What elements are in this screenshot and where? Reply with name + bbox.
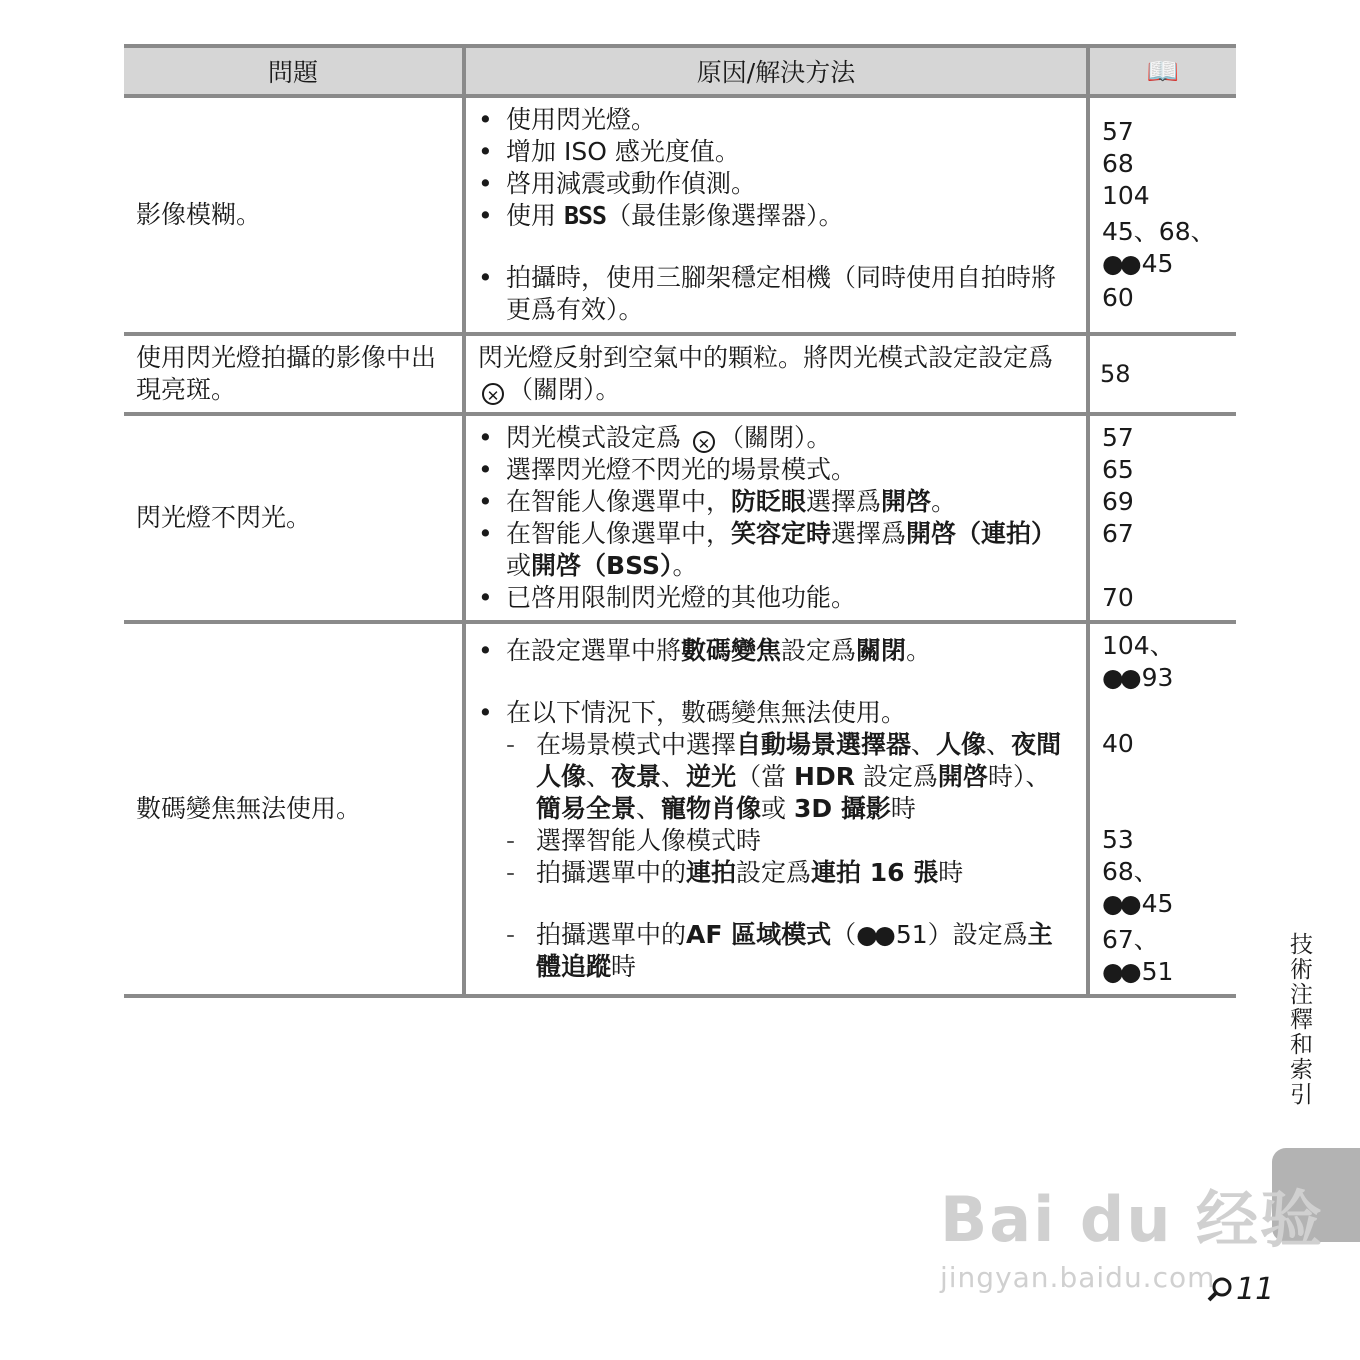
binocular-icon: ●● bbox=[1102, 889, 1138, 918]
list-item: • 在智能人像選單中，笑容定時選擇爲開啓（連拍）或開啓（BSS）。 bbox=[478, 519, 1057, 580]
problem-cell: 使用閃光燈拍攝的影像中出現亮斑。 bbox=[124, 334, 464, 414]
binocular-icon: ●● bbox=[856, 920, 892, 949]
page-ref[interactable]: 67、 bbox=[1102, 925, 1159, 954]
page-number: 11 bbox=[1206, 1272, 1274, 1307]
watermark-logo: Bai du 经验 bbox=[940, 1183, 1325, 1256]
sub-item: - 選擇智能人像模式時 bbox=[506, 826, 762, 855]
header-cause-solution: 原因/解決方法 bbox=[464, 46, 1088, 96]
cause-cell bbox=[464, 96, 1088, 334]
list-item: • 在設定選單中將數碼變焦設定爲關閉。 bbox=[478, 636, 932, 665]
list-item: • 在智能人像選單中，防眨眼選擇爲開啓。 bbox=[478, 487, 957, 516]
section-tab[interactable] bbox=[1272, 1148, 1360, 1242]
page-ref[interactable]: ●● 45 bbox=[1102, 249, 1174, 278]
page-ref[interactable]: 40 bbox=[1102, 729, 1134, 758]
watermark-url: jingyan.baidu.com bbox=[940, 1261, 1216, 1294]
page-ref[interactable]: 68 bbox=[1102, 149, 1134, 178]
cause-cell bbox=[464, 622, 1088, 996]
table-row bbox=[124, 414, 1236, 622]
binocular-icon: ●● bbox=[1102, 249, 1138, 278]
table-row bbox=[124, 334, 1236, 414]
flash-off-icon: ✕ bbox=[693, 431, 715, 453]
magnifier-icon bbox=[1206, 1275, 1236, 1303]
page-ref[interactable]: 45、68、 bbox=[1102, 217, 1216, 246]
page-ref[interactable]: 67 bbox=[1102, 519, 1134, 548]
list-item: • 在以下情況下，數碼變焦無法使用。 bbox=[478, 698, 907, 727]
page-ref[interactable]: ●● 45 bbox=[1102, 889, 1174, 918]
page-ref[interactable]: 104、 bbox=[1102, 631, 1175, 660]
list-item: • 拍攝時，使用三腳架穩定相機（同時使用自拍時將更爲有效）。 bbox=[478, 263, 1057, 324]
reference-cell bbox=[1088, 334, 1236, 414]
bss-label: BSS bbox=[563, 201, 607, 230]
page-ref[interactable]: ●● 51 bbox=[1102, 957, 1174, 986]
reference-cell bbox=[1088, 622, 1236, 996]
list-item: • 已啓用限制閃光燈的其他功能。 bbox=[478, 583, 857, 612]
sub-item: - 拍攝選單中的AF 區域模式（●● 51）設定爲主體追蹤時 bbox=[506, 920, 1053, 981]
page-ref[interactable]: 53 bbox=[1102, 825, 1134, 854]
book-icon: 📖 bbox=[1146, 56, 1180, 87]
list-item: • 使用 BSS（最佳影像選擇器）。 bbox=[478, 201, 844, 230]
page-ref[interactable]: ●● 93 bbox=[1102, 663, 1174, 692]
page-ref[interactable]: 57 bbox=[1102, 117, 1134, 146]
table-header-row bbox=[124, 46, 1236, 96]
list-item: • 增加 ISO 感光度值。 bbox=[478, 137, 740, 166]
page-ref[interactable]: 58 bbox=[1100, 360, 1131, 388]
header-problem: 問題 bbox=[124, 46, 464, 96]
cause-cell: 閃光燈反射到空氣中的顆粒。將閃光模式設定設定爲 ✕ （關閉）。 bbox=[464, 334, 1088, 414]
section-side-label[interactable]: 技術注釋和索引 bbox=[1286, 932, 1312, 1107]
binocular-icon: ●● bbox=[1102, 663, 1138, 692]
sub-item: - 拍攝選單中的連拍設定爲連拍 16 張時 bbox=[506, 858, 964, 887]
list-item: • 閃光模式設定爲 ✕ （關閉）。 bbox=[478, 423, 832, 453]
page-ref[interactable]: 57 bbox=[1102, 423, 1134, 452]
page-ref[interactable]: 69 bbox=[1102, 487, 1134, 516]
header-reference bbox=[1088, 46, 1236, 96]
problem-cell: 影像模糊。 bbox=[136, 200, 262, 229]
page-ref[interactable]: 65 bbox=[1102, 455, 1134, 484]
flash-off-icon: ✕ bbox=[482, 383, 504, 405]
problem-cell: 數碼變焦無法使用。 bbox=[124, 622, 464, 996]
page-ref[interactable]: 70 bbox=[1102, 583, 1134, 612]
problem-cell: 閃光燈不閃光。 bbox=[124, 414, 464, 622]
table-row bbox=[124, 96, 1236, 334]
page-ref[interactable]: 60 bbox=[1102, 283, 1134, 312]
reference-cell bbox=[1088, 414, 1236, 622]
page-ref[interactable]: 68、 bbox=[1102, 857, 1159, 886]
binocular-icon: ●● bbox=[1102, 957, 1138, 986]
list-item: • 啓用減震或動作偵測。 bbox=[478, 169, 757, 198]
list-item: • 選擇閃光燈不閃光的場景模式。 bbox=[478, 455, 857, 484]
cause-cell bbox=[464, 414, 1088, 622]
page-ref[interactable]: 104 bbox=[1102, 181, 1150, 210]
list-item: • 使用閃光燈。 bbox=[478, 105, 657, 134]
reference-cell bbox=[1088, 96, 1236, 334]
troubleshooting-table bbox=[124, 44, 1236, 998]
sub-item: - 在場景模式中選擇自動場景選擇器、人像、夜間人像、夜景、逆光（當 HDR 設定爲開啓時）、簡易全景、寵物肖像或 3D 攝影時 bbox=[506, 730, 1062, 823]
table-row bbox=[124, 622, 1236, 996]
